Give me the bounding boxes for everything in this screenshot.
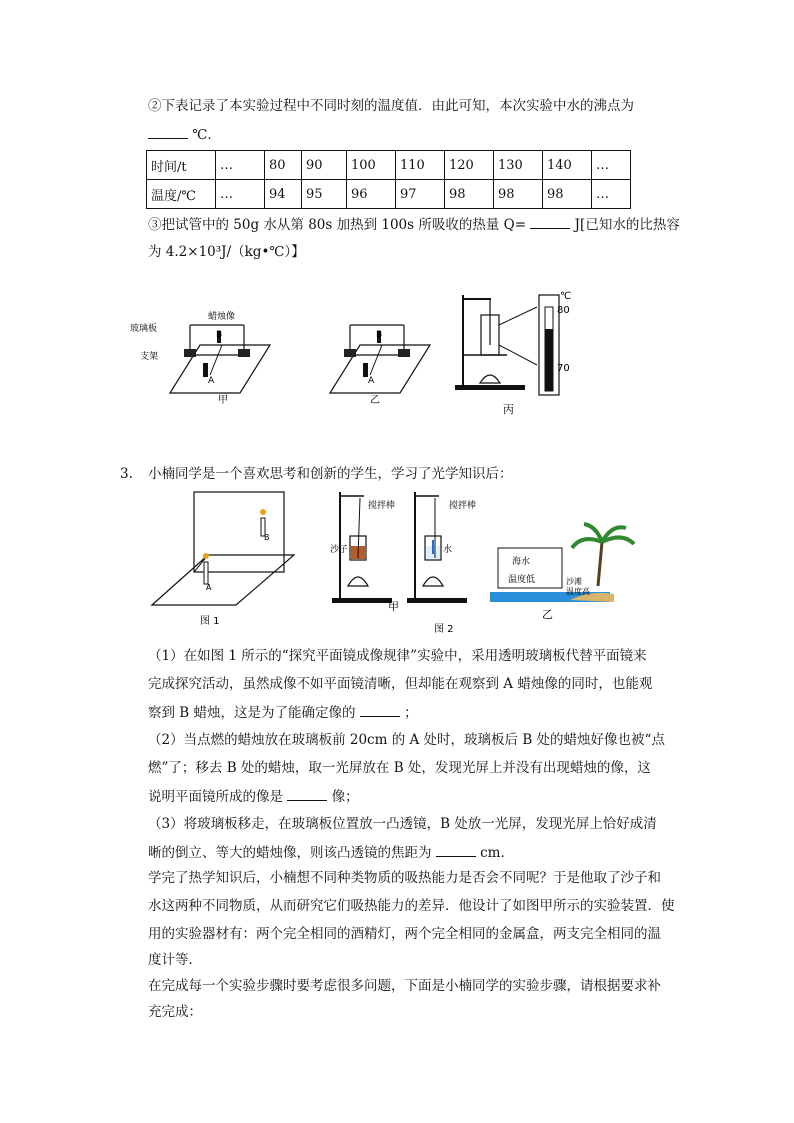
sand-label: 沙子 (330, 545, 349, 555)
beach-scene (490, 524, 634, 621)
fig1-point-b: B (264, 533, 270, 542)
thermo-unit: ℃ (560, 291, 572, 302)
table-cell: … (592, 151, 631, 180)
table-cell: … (592, 180, 631, 209)
p2-line3-text: 说明平面镜所成的像是 (148, 789, 283, 805)
point-a-label: A (208, 376, 215, 386)
stand-label: 支架 (140, 352, 159, 362)
p1-line3-text: 察到 B 蜡烛，这是为了能确定像的 (148, 705, 356, 721)
focal-length-blank[interactable] (436, 842, 476, 857)
point-a-label: A (368, 376, 375, 386)
p4-line4: 度计等． (148, 952, 202, 968)
fig1-point-a: A (206, 583, 212, 592)
p2-line2: 燃”了；移去 B 处的蜡烛，取一光屏放在 B 处，发现光屏上并没有出现蜡烛的像，这 (148, 760, 651, 776)
q2-line4: 为 4.2×10³J/（kg•℃）】 (148, 244, 305, 260)
p2-line1: （2）当点燃的蜡烛放在玻璃板前 20cm 的 A 处时，玻璃板后 B 处的蜡烛好像也被“点 (148, 732, 665, 748)
q3-number: 3. (120, 466, 133, 482)
p1-line3 (148, 702, 418, 723)
table-row (147, 180, 631, 209)
table-cell: 120 (445, 151, 494, 180)
point-b-label: B (376, 330, 383, 340)
q3-intro: 小楠同学是一个喜欢思考和创新的学生，学习了光学知识后： (148, 466, 513, 482)
p2-line3-end: 像； (331, 789, 359, 805)
table-cell: 97 (396, 180, 445, 209)
heat-blank[interactable] (530, 214, 570, 229)
table-cell: 100 (347, 151, 396, 180)
figure-1 (148, 490, 298, 630)
p3-line1: （3）将玻璃板移走，在玻璃板位置放一凸透镜，B 处放一光屏，发现光屏上恰好成清 (148, 816, 657, 832)
figure-yi (330, 325, 430, 406)
p3-line2-end: cm． (480, 845, 514, 861)
table-cell: 98 (494, 180, 543, 209)
table-cell: 90 (302, 151, 347, 180)
p5-line1: 在完成每一个实验步骤时要考虑很多问题，下面是小楠同学的实验步骤，请根据要求补 (148, 978, 661, 994)
q2-line3 (148, 214, 680, 235)
q2-line2-unit: ℃． (192, 127, 221, 143)
table-cell: 98 (543, 180, 592, 209)
table-cell: 温度/℃ (147, 180, 216, 209)
table-cell: 96 (347, 180, 396, 209)
table-cell: … (216, 151, 265, 180)
seawater-label: 海水 (512, 557, 531, 567)
stir-rod-label-1: 搅拌棒 (368, 501, 396, 511)
image-type-blank[interactable] (287, 786, 327, 801)
table-cell: 94 (265, 180, 302, 209)
p5-line2: 充完成： (148, 1004, 202, 1020)
table-cell: 140 (543, 151, 592, 180)
q2-line2 (148, 124, 221, 145)
fig2-caption: 图 2 (434, 624, 454, 635)
figure-jia (130, 310, 270, 406)
thermo-80: 80 (557, 305, 570, 316)
p1-line3-end: ； (404, 705, 418, 721)
fig2-yi-caption: 乙 (542, 608, 553, 621)
q2-line3-a: ③把试管中的 50g 水从第 80s 加热到 100s 所吸收的热量 Q= (148, 217, 527, 233)
table-cell: 130 (494, 151, 543, 180)
p3-line2-text: 晰的倒立、等大的蜡烛像，则该凸透镜的焦距为 (148, 845, 432, 861)
boiling-point-blank[interactable] (148, 124, 188, 139)
figure-bing (455, 291, 571, 416)
p1-line1: （1）在如图 1 所示的“探究平面镜成像规律”实验中，采用透明玻璃板代替平面镜来 (148, 648, 647, 664)
fig1-caption: 图 1 (200, 616, 220, 627)
figure-2 (330, 490, 620, 640)
image-position-blank[interactable] (360, 702, 400, 717)
sand-apparatus (330, 492, 395, 603)
p4-line2: 水这两种不同物质，从而研究它们吸热能力的差异．他设计了如图甲所示的实验装置．使 (148, 898, 675, 914)
q2-line1: ②下表记录了本实验过程中不同时刻的温度值．由此可知，本次实验中水的沸点为 (148, 98, 634, 114)
fig2-jia-caption: 甲 (388, 600, 399, 613)
p2-line3 (148, 786, 359, 807)
yi-caption: 乙 (370, 395, 380, 406)
temperature-table (146, 150, 631, 209)
table-row (147, 151, 631, 180)
point-b-label: B (216, 330, 223, 340)
temp-high-label: 温度高 (566, 587, 590, 596)
table-cell: 时间/t (147, 151, 216, 180)
p3-line2 (148, 842, 514, 863)
table-cell: 80 (265, 151, 302, 180)
thermo-70: 70 (557, 363, 570, 374)
p4-line3: 用的实验器材有：两个完全相同的酒精灯，两个完全相同的金属盒，两支完全相同的温 (148, 926, 661, 942)
beach-label: 沙滩 (566, 577, 582, 586)
p4-line1: 学完了热学知识后，小楠想不同种类物质的吸热能力是否会不同呢？于是他取了沙子和 (148, 870, 661, 886)
temp-low-label: 温度低 (508, 575, 536, 585)
table-cell: 98 (445, 180, 494, 209)
water-label: 水 (443, 545, 453, 555)
jia-caption: 甲 (218, 395, 228, 406)
bing-caption: 丙 (503, 403, 514, 416)
candle-image-label: 蜡烛像 (208, 312, 236, 322)
stir-rod-label-2: 搅拌棒 (449, 501, 477, 511)
q2-line3-b: J[已知水的比热容 (574, 217, 680, 233)
table-cell: 95 (302, 180, 347, 209)
water-apparatus (407, 492, 476, 603)
table-cell: … (216, 180, 265, 209)
table-cell: 110 (396, 151, 445, 180)
glass-plate-label: 玻璃板 (130, 324, 158, 334)
q2-figures (130, 285, 600, 425)
p1-line2: 完成探究活动，虽然成像不如平面镜清晰，但却能在观察到 A 蜡烛像的同时，也能观 (148, 676, 653, 692)
